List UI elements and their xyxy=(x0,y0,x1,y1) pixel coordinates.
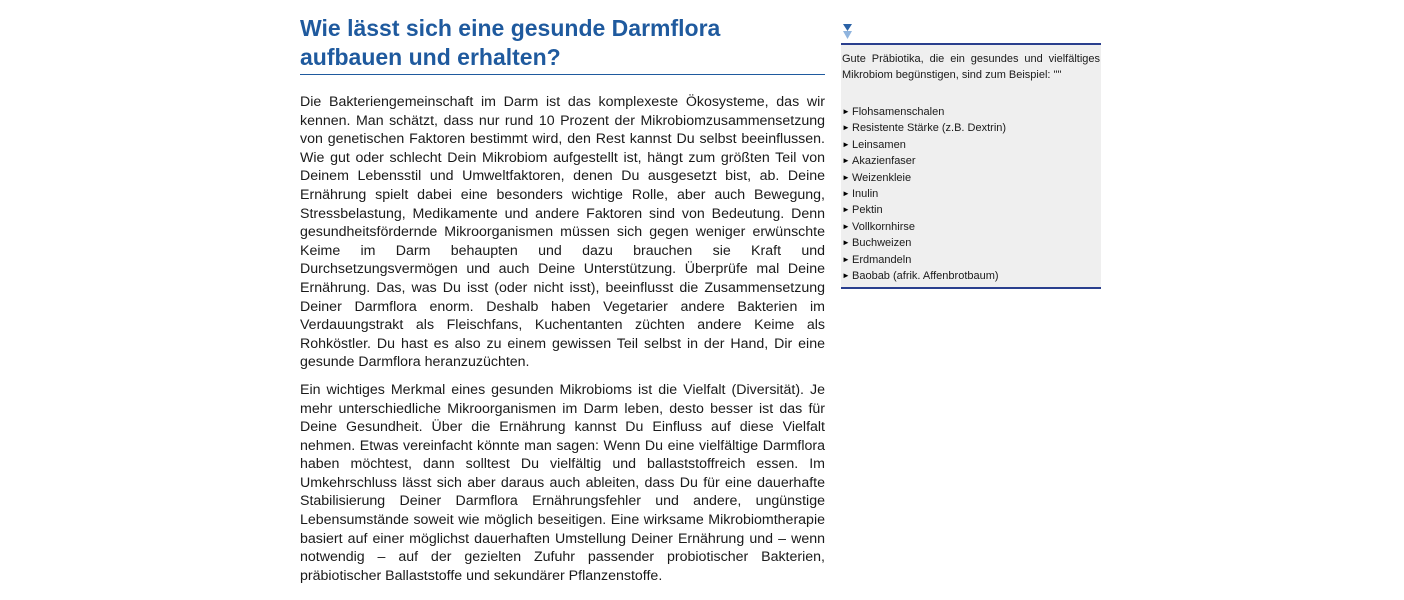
paragraph: Die Bakteriengemeinschaft im Darm ist das komplexeste Ökosysteme, das wir kennen. Man schätzt, dass nur rund 10 Prozent der Mikrobiomzusammensetzung von genetischen Faktoren bestimmt wird, den Rest kannst Du selbst beeinflussen. Wie gut oder schlecht Dein Mikrobiom aufgestellt ist, hängt zum größten Teil von Deinem Lebensstil und Umweltfaktoren, denen Du ausgesetzt bist, ab. Deine Ernährung spielt dabei eine besonders wichtige Rolle, aber auch Bewegung, Stressbelastung, Medikamente und andere Faktoren sind von Bedeutung. Denn gesundheitsfördernde Mikroorganismen müssen sich gegen weniger erwünschte Keime im Darm behaupten und dazu brauchen sie Kraft und Durchsetzungsvermögen und auch Deine Unterstützung. Überprüfe mal Deine Ernährung. Das, was Du isst (oder nicht isst), beeinflusst die Zusammensetzung Deiner Darmflora enorm. Deshalb haben Vegetarier andere Bakterien im Verdauungstrakt als Fleischfans, Kuchentanten züchten andere Keime als Rohköstler. Du hast es also zu einem gewissen Teil selbst in der Hand, Dir eine gesunde Darmflora heranzuzüchten. xyxy=(300,94,825,371)
play-arrow-icon: ► xyxy=(842,139,850,149)
list-item-label: Vollkornhirse xyxy=(852,220,915,233)
play-arrow-icon: ► xyxy=(842,221,850,231)
list-item xyxy=(842,186,1100,202)
page-title: Wie lässt sich eine gesunde Darmflora aufbauen und erhalten? xyxy=(300,14,825,75)
paragraph: Ein wichtiges Merkmal eines gesunden Mikrobioms ist die Vielfalt (Diversität). Je mehr unterschiedliche Mikroorganismen im Darm leben, desto besser ist das für Deine Gesundheit. Über die Ernährung kannst Du Einfluss auf diese Vielfalt nehmen. Etwas vereinfacht könnte man sagen: Wenn Du eine vielfältige Darmflora haben möchtest, dann solltest Du vielfältig und ballaststoffreich essen. Im Umkehrschluss lässt sich aber daraus auch ableiten, dass Du für eine dauerhafte Stabilisierung Deiner Darmflora Ernährungsfehler und andere, ungünstige Lebensumstände soweit wie möglich beseitigen. Eine wirksame Mikrobiomtherapie basiert auf einer möglichst dauerhaften Umstellung Deiner Ernährung und – wenn notwendig – auf der gezielten Zufuhr passender probiotischer Bakterien, präbiotischer Ballaststoffe und sekundärer Pflanzenstoffe. xyxy=(300,381,825,584)
list-item xyxy=(842,120,1100,136)
list-item-label: Akazienfaser xyxy=(852,155,916,168)
list-item xyxy=(842,219,1100,235)
sidebar-intro: Gute Präbiotika, die ein gesundes und vielfältiges Mikrobiom begünstigen, sind zum Beispiel: "" xyxy=(842,53,1100,81)
play-arrow-icon: ► xyxy=(842,189,850,199)
play-arrow-icon: ► xyxy=(842,254,850,264)
play-arrow-icon: ► xyxy=(842,205,850,215)
list-item xyxy=(842,170,1100,186)
list-item xyxy=(842,153,1100,169)
triangle-down-icon[interactable] xyxy=(842,20,854,42)
list-item-label: Pektin xyxy=(852,204,883,217)
list-item-label: Resistente Stärke (z.B. Dextrin) xyxy=(852,122,1007,135)
list-item xyxy=(842,202,1100,218)
list-item xyxy=(842,104,1100,120)
list-item xyxy=(842,137,1100,153)
list-item-label: Inulin xyxy=(852,188,879,201)
list-item-label: Flohsamenschalen xyxy=(852,106,945,118)
list-item-label: Weizenkleie xyxy=(852,171,912,184)
sidebar-box xyxy=(841,43,1101,289)
prebiotics-list xyxy=(842,104,1100,284)
play-arrow-icon: ► xyxy=(842,156,850,166)
article xyxy=(300,14,825,594)
list-item-label: Leinsamen xyxy=(852,138,906,151)
list-item xyxy=(842,268,1100,284)
play-arrow-icon: ► xyxy=(842,123,850,133)
prebiotics-sidebar xyxy=(841,20,1101,289)
play-arrow-icon: ► xyxy=(842,172,850,182)
play-arrow-icon: ► xyxy=(842,238,850,248)
list-item-label: Baobab (afrik. Affenbrotbaum) xyxy=(852,270,999,283)
article-body xyxy=(300,93,825,585)
play-arrow-icon: ► xyxy=(842,107,850,116)
play-arrow-icon: ► xyxy=(842,271,850,281)
list-item xyxy=(842,235,1100,251)
list-item-label: Buchweizen xyxy=(852,237,912,250)
list-item xyxy=(842,252,1100,268)
list-item-label: Erdmandeln xyxy=(852,253,912,266)
triangle-down-icon-graphic xyxy=(842,20,854,42)
